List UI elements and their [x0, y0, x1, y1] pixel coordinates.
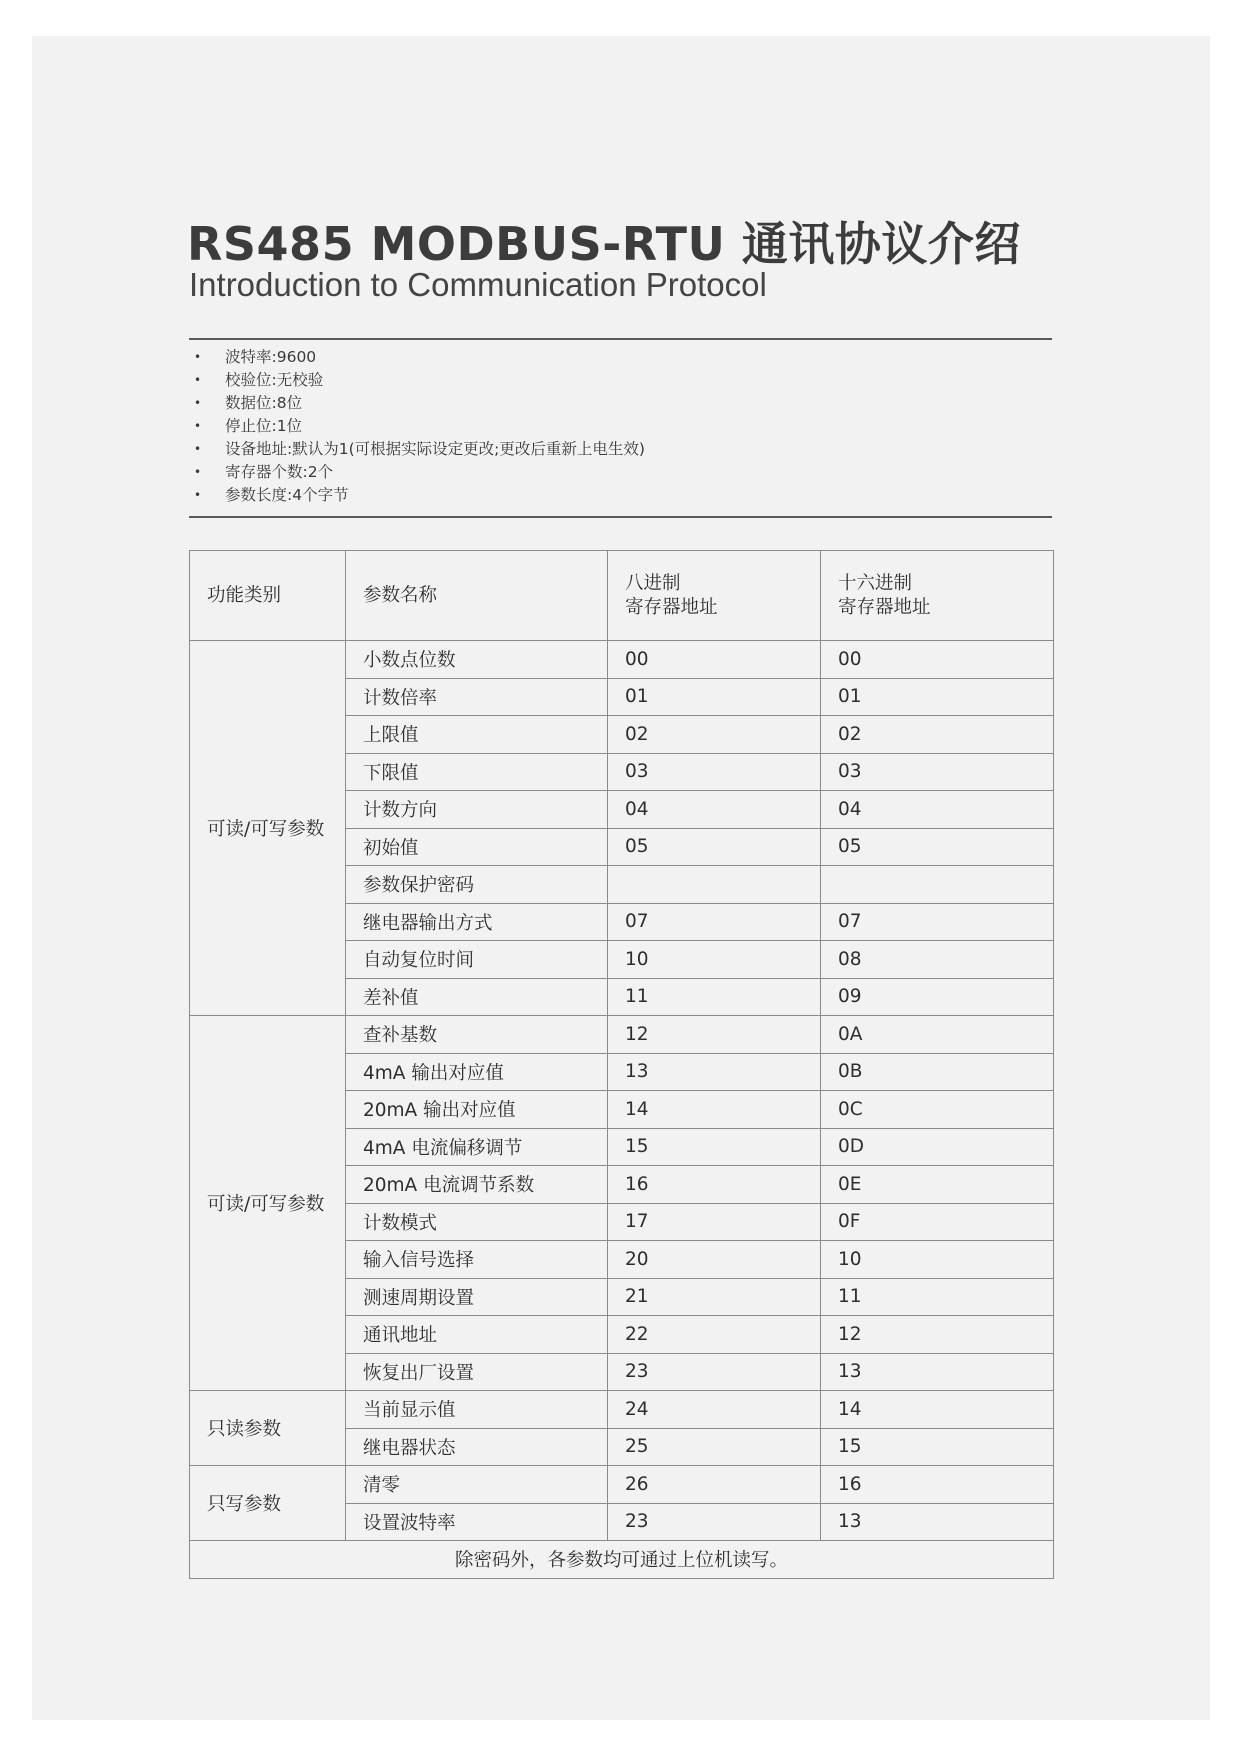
header-param-name: 参数名称: [346, 551, 608, 641]
page-title: RS485 MODBUS-RTU 通讯协议介绍: [187, 217, 1021, 271]
param-name-cell: 恢复出厂设置: [346, 1353, 608, 1391]
param-name-cell: 20mA 输出对应值: [346, 1091, 608, 1129]
octal-address-cell: 23: [608, 1503, 821, 1541]
hex-address-cell: 0D: [821, 1128, 1054, 1166]
category-cell: 只写参数: [190, 1466, 346, 1541]
spec-item: [189, 346, 645, 369]
param-name-cell: 当前显示值: [346, 1391, 608, 1429]
spec-text: 波特率:9600: [225, 348, 317, 366]
octal-address-cell: 11: [608, 978, 821, 1016]
hex-address-cell: 07: [821, 903, 1054, 941]
param-name-cell: 计数方向: [346, 791, 608, 829]
octal-address-cell: 05: [608, 828, 821, 866]
category-cell: 只读参数: [190, 1391, 346, 1466]
header-octal-address: [608, 551, 821, 641]
top-divider: [189, 338, 1052, 340]
header-hex-address: [821, 551, 1054, 641]
table-footnote: 除密码外，各参数均可通过上位机读写。: [190, 1541, 1054, 1579]
table-row: [190, 1466, 1054, 1504]
param-name-cell: 继电器输出方式: [346, 903, 608, 941]
octal-address-cell: 17: [608, 1203, 821, 1241]
octal-address-cell: 04: [608, 791, 821, 829]
spec-list: [189, 346, 645, 507]
octal-address-cell: 21: [608, 1278, 821, 1316]
hex-address-cell: 04: [821, 791, 1054, 829]
param-name-cell: 4mA 电流偏移调节: [346, 1128, 608, 1166]
spec-text: 寄存器个数:2个: [225, 463, 334, 481]
octal-address-cell: 16: [608, 1166, 821, 1204]
spec-item: [189, 415, 645, 438]
param-name-cell: 小数点位数: [346, 641, 608, 679]
hex-address-cell: 10: [821, 1241, 1054, 1279]
octal-address-cell: 02: [608, 716, 821, 754]
param-name-cell: 测速周期设置: [346, 1278, 608, 1316]
octal-address-cell: 10: [608, 941, 821, 979]
header-octal-line2: 寄存器地址: [625, 596, 718, 618]
param-name-cell: 输入信号选择: [346, 1241, 608, 1279]
octal-address-cell: 12: [608, 1016, 821, 1054]
param-name-cell: 上限值: [346, 716, 608, 754]
hex-address-cell: 01: [821, 678, 1054, 716]
bullet-icon: •: [194, 465, 202, 479]
param-name-cell: 清零: [346, 1466, 608, 1504]
spec-item: [189, 392, 645, 415]
param-name-cell: 自动复位时间: [346, 941, 608, 979]
hex-address-cell: 13: [821, 1353, 1054, 1391]
hex-address-cell: 00: [821, 641, 1054, 679]
hex-address-cell: 02: [821, 716, 1054, 754]
hex-address-cell: 05: [821, 828, 1054, 866]
spec-item: [189, 369, 645, 392]
spec-item: [189, 484, 645, 507]
bullet-icon: •: [194, 396, 202, 410]
hex-address-cell: 0B: [821, 1053, 1054, 1091]
octal-address-cell: 22: [608, 1316, 821, 1354]
param-name-cell: 差补值: [346, 978, 608, 1016]
hex-address-cell: 0A: [821, 1016, 1054, 1054]
spec-text: 校验位:无校验: [225, 371, 324, 389]
table-header-row: [190, 551, 1054, 641]
octal-address-cell: 01: [608, 678, 821, 716]
spec-item: [189, 461, 645, 484]
hex-address-cell: 11: [821, 1278, 1054, 1316]
param-name-cell: 设置波特率: [346, 1503, 608, 1541]
octal-address-cell: 00: [608, 641, 821, 679]
category-cell: 可读/可写参数: [190, 641, 346, 1016]
octal-address-cell: 07: [608, 903, 821, 941]
table-body: [190, 641, 1054, 1541]
hex-address-cell: 09: [821, 978, 1054, 1016]
hex-address-cell: 12: [821, 1316, 1054, 1354]
octal-address-cell: 13: [608, 1053, 821, 1091]
param-name-cell: 查补基数: [346, 1016, 608, 1054]
bullet-icon: •: [194, 373, 202, 387]
hex-address-cell: 16: [821, 1466, 1054, 1504]
spec-text: 设备地址:默认为1(可根据实际设定更改;更改后重新上电生效): [225, 440, 645, 458]
header-octal-line1: 八进制: [625, 572, 681, 594]
hex-address-cell: 15: [821, 1428, 1054, 1466]
table-row: [190, 641, 1054, 679]
hex-address-cell: 03: [821, 753, 1054, 791]
bullet-icon: •: [194, 442, 202, 456]
param-name-cell: 通讯地址: [346, 1316, 608, 1354]
bullet-icon: •: [194, 419, 202, 433]
table-row: [190, 1391, 1054, 1429]
hex-address-cell: 0C: [821, 1091, 1054, 1129]
spec-text: 数据位:8位: [225, 394, 303, 412]
header-hex-line1: 十六进制: [838, 572, 913, 594]
hex-address-cell: 14: [821, 1391, 1054, 1429]
param-name-cell: 4mA 输出对应值: [346, 1053, 608, 1091]
param-name-cell: 继电器状态: [346, 1428, 608, 1466]
octal-address-cell: 23: [608, 1353, 821, 1391]
octal-address-cell: 14: [608, 1091, 821, 1129]
spec-text: 参数长度:4个字节: [225, 486, 349, 504]
octal-address-cell: [608, 866, 821, 904]
category-cell: 可读/可写参数: [190, 1016, 346, 1391]
param-name-cell: 20mA 电流调节系数: [346, 1166, 608, 1204]
param-name-cell: 下限值: [346, 753, 608, 791]
octal-address-cell: 25: [608, 1428, 821, 1466]
header-category: 功能类别: [190, 551, 346, 641]
spec-item: [189, 438, 645, 461]
param-name-cell: 初始值: [346, 828, 608, 866]
bullet-icon: •: [194, 488, 202, 502]
octal-address-cell: 03: [608, 753, 821, 791]
octal-address-cell: 15: [608, 1128, 821, 1166]
hex-address-cell: 13: [821, 1503, 1054, 1541]
bullet-icon: •: [194, 350, 202, 364]
page-subtitle: Introduction to Communication Protocol: [189, 266, 767, 303]
param-name-cell: 计数倍率: [346, 678, 608, 716]
table-footnote-row: [190, 1541, 1054, 1579]
hex-address-cell: [821, 866, 1054, 904]
octal-address-cell: 26: [608, 1466, 821, 1504]
table-row: [190, 1016, 1054, 1054]
octal-address-cell: 20: [608, 1241, 821, 1279]
param-name-cell: 参数保护密码: [346, 866, 608, 904]
bottom-divider: [189, 516, 1052, 518]
hex-address-cell: 0E: [821, 1166, 1054, 1204]
hex-address-cell: 08: [821, 941, 1054, 979]
register-table: [189, 550, 1054, 1579]
spec-text: 停止位:1位: [225, 417, 303, 435]
header-hex-line2: 寄存器地址: [838, 596, 931, 618]
param-name-cell: 计数模式: [346, 1203, 608, 1241]
hex-address-cell: 0F: [821, 1203, 1054, 1241]
octal-address-cell: 24: [608, 1391, 821, 1429]
